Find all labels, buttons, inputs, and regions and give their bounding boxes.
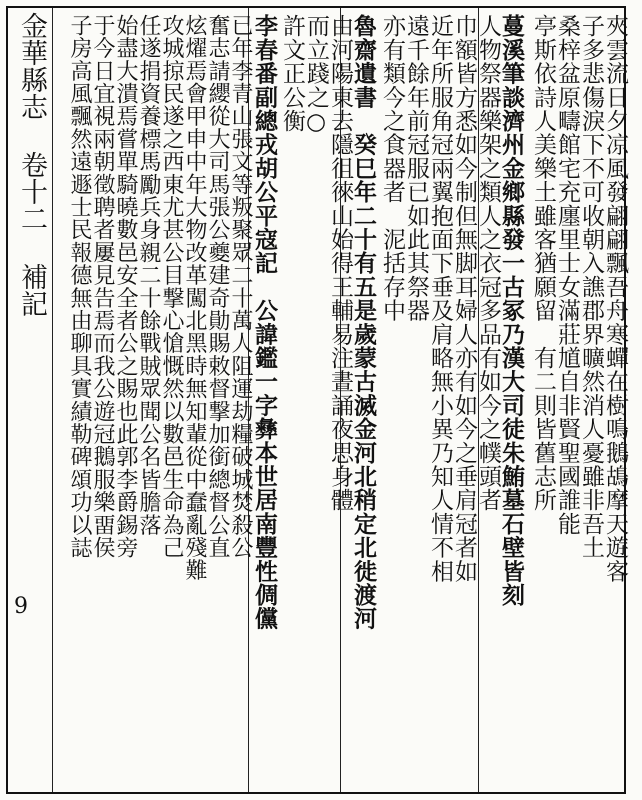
- text-column: 桑梓盆原疇館宅充廛里士女滿莊馗自非賢聖國誰能: [554, 14, 580, 536]
- text-column: 而立踐之○: [303, 14, 329, 136]
- text-column: 亭斯依詩人美樂土雖客猶願留 有二則皆舊志所: [530, 14, 556, 512]
- text-column: 巾額皆方悉如今制但無脚耳婦人亦有如今之垂肩冠者如: [451, 14, 477, 583]
- text-column: 奮志請纓從大司馬張公夔建奇勛賜敕督撃加銜總督公直: [205, 14, 230, 559]
- text-column: 亦有類今之食器者 泥括存中: [379, 14, 405, 323]
- margin-juan: 卷十二: [16, 151, 47, 232]
- column-rule: [52, 8, 53, 792]
- text-column: 子多悲傷淚下不可收朝入譙郡界曠然消人憂雖非吾土: [578, 14, 604, 560]
- text-column-heading: 魯齋遺書 癸巳年二十有五是歲蒙古滅金河北稍定北徙渡河: [350, 14, 377, 631]
- margin-section: 補記: [16, 263, 47, 317]
- margin-book-title: 金華縣志: [16, 12, 47, 120]
- text-column: 子房高風飄然遠遯士民報德無由聊具實績勒碑頌功以誌: [67, 14, 92, 559]
- text-column-heading: 李春番副總戎胡公平寇記 公諱鑑一字彝本世居南豐性倜儻: [251, 14, 278, 631]
- text-column: 許文正公衡: [279, 14, 305, 133]
- text-column: 任遂捐資養標馬勵兵身親二十餘戰賊眾聞公名皆膽落: [136, 14, 161, 537]
- text-column: 炫燿焉會甲申中年大物改革闖北黑時無知輩從中蠢亂殘難: [182, 14, 207, 582]
- text-column: 已年李青山張文等叛聚眾二十萬人阻運劫糧破城焚殺公: [228, 14, 253, 559]
- folio-number: 9: [14, 594, 28, 619]
- text-column: 始盡大潰焉嘗單騎曉數邑安全者公之賜也此郭李爵錫旁: [113, 14, 138, 559]
- text-column: 近年所服角冠兩翼抱面下垂及肩略無小異乃知人情不相: [427, 14, 453, 583]
- text-column: 遠千餘年前冠服已如此其祭器: [403, 14, 429, 323]
- text-column: 于今日宜視兩朝徵聘者屢見告焉而我公遊冠鵝服樂畱侯: [90, 14, 115, 559]
- text-column: 夾雲流日夕凉風發翩翩飄吾舟寒蟬在樹鳴鵝鴣摩天遊客: [602, 14, 628, 583]
- text-column: 人物祭器樂架之類人之衣冠多品有如今之幞頭者: [475, 14, 501, 512]
- margin-running-head: [12, 12, 51, 317]
- text-column: 由河陽東去隱徂徠山始得王輔易注晝誦夜思身體: [327, 14, 353, 512]
- text-column: 攻城掠民遂之西東尤甚公目撃心愴慨然以數邑生命為己: [159, 14, 184, 559]
- text-column-heading: 蔓溪筆談濟州金鄉縣發一古冢乃漢大司徒朱鮪墓石壁皆刻: [498, 14, 525, 607]
